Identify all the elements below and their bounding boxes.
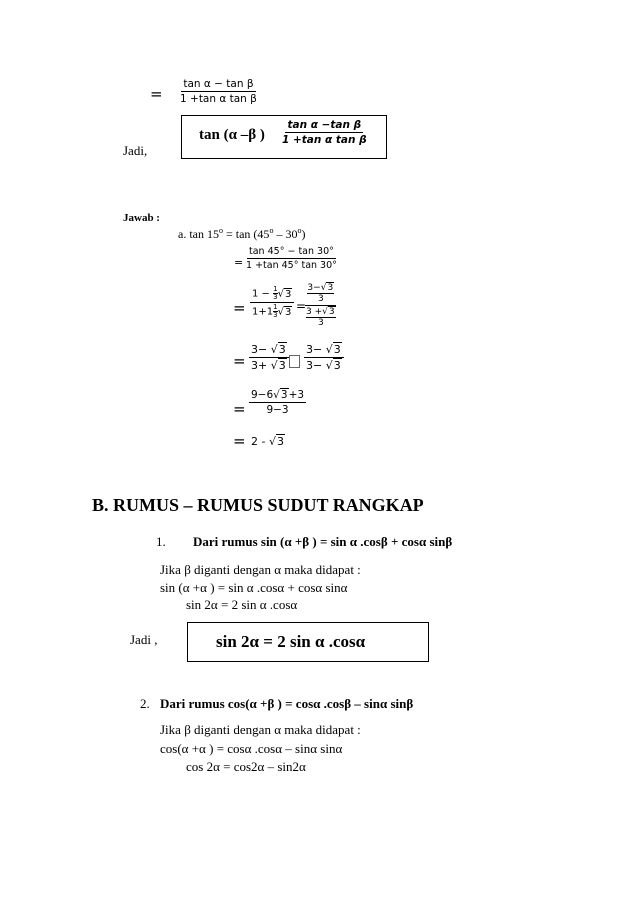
item2-line3: cos 2α = cos2α – sin2α — [186, 759, 306, 774]
step5-equals: = — [233, 432, 246, 450]
step2-right-fraction — [304, 283, 338, 328]
item1-heading: Dari rumus sin (α +β ) = sin α .cosβ + cosα sinβ — [193, 534, 453, 549]
item2-number: 2. — [140, 696, 150, 711]
equals-sign: = — [150, 85, 163, 103]
step2-left-denominator: 1+1 $\frac{1}{3}$ √3 — [252, 303, 292, 319]
missing-glyph-box — [289, 352, 300, 370]
small-fraction: $\frac{1}{3}$ — [273, 285, 278, 301]
item1-line3: sin 2α = 2 sin α .cosα — [186, 597, 298, 612]
item1-line1: Jika β diganti dengan α maka didapat : — [160, 562, 361, 577]
step3-left-fraction — [249, 343, 289, 372]
fraction-numerator: tan α − tan β — [183, 78, 254, 90]
item1-number: 1. — [156, 534, 166, 549]
jadi-label: Jadi, — [123, 143, 148, 158]
box-fraction — [280, 119, 369, 146]
step4-denominator: 9−3 — [266, 404, 289, 416]
box2-formula: sin 2α = 2 sin α .cosα — [216, 632, 366, 651]
item1-line2: sin (α +α ) = sin α .cosα + cosα sinα — [160, 580, 348, 595]
step1-fraction — [244, 246, 339, 271]
step1-equals: = — [234, 256, 244, 269]
item2-heading: Dari rumus cos(α +β ) = cosα .cosβ – sinα sinβ — [160, 696, 414, 711]
step3-equals: = — [233, 352, 246, 370]
result-box-tan-diff — [181, 115, 387, 159]
jawab-label: Jawab : — [123, 212, 160, 224]
step3-left-denominator: 3+ √3 — [251, 359, 286, 372]
step3-right-denominator: 3− √3 — [306, 359, 341, 372]
step3-right-numerator: 3− √3 — [304, 343, 344, 358]
step1-numerator: tan 45° − tan 30° — [249, 246, 334, 257]
step2-left-numerator: 1 − $\frac{1}{3}$ √3 — [250, 286, 294, 303]
step3-right-fraction — [304, 343, 344, 372]
box-left-expression: tan (α –β ) — [199, 127, 265, 143]
item2-line2: cos(α +α ) = cosα .cosα – sinα sinα — [160, 741, 343, 756]
jadi-label-2: Jadi , — [130, 632, 158, 647]
box-fraction-numerator: tan α −tan β — [287, 119, 362, 131]
fraction-denominator: 1 +tan α tan β — [180, 93, 257, 105]
small-fraction: $\frac{1}{3}$ — [273, 303, 278, 319]
step2-right-denominator: 3 +√3 3 — [306, 307, 335, 328]
item2-line1: Jika β diganti dengan α maka didapat : — [160, 722, 361, 737]
step2-equals: = — [233, 299, 246, 317]
section-b-heading: B. RUMUS – RUMUS SUDUT RANGKAP — [92, 495, 424, 515]
step1-denominator: 1 +tan 45° tan 30° — [246, 260, 337, 271]
step2-left-fraction — [250, 286, 294, 319]
step2-right-numerator: 3−√3 3 — [305, 283, 336, 306]
jawab-line-a: a. $\tan 15^o = \tan (45^o - 30^o)$ — [178, 226, 306, 241]
step4-numerator: 9−6√3+3 — [251, 389, 305, 401]
step4-fraction — [249, 389, 306, 416]
result-box-sin2a — [187, 622, 429, 662]
step3-left-numerator: 3− √3 — [249, 343, 289, 358]
tan-diff-fraction — [178, 78, 259, 105]
step4-equals: = — [233, 400, 246, 418]
box-fraction-denominator: 1 +tan α tan β — [282, 134, 367, 146]
step2-mid-equals: = — [296, 299, 307, 313]
step5-result: 2 - √3 — [251, 435, 284, 448]
